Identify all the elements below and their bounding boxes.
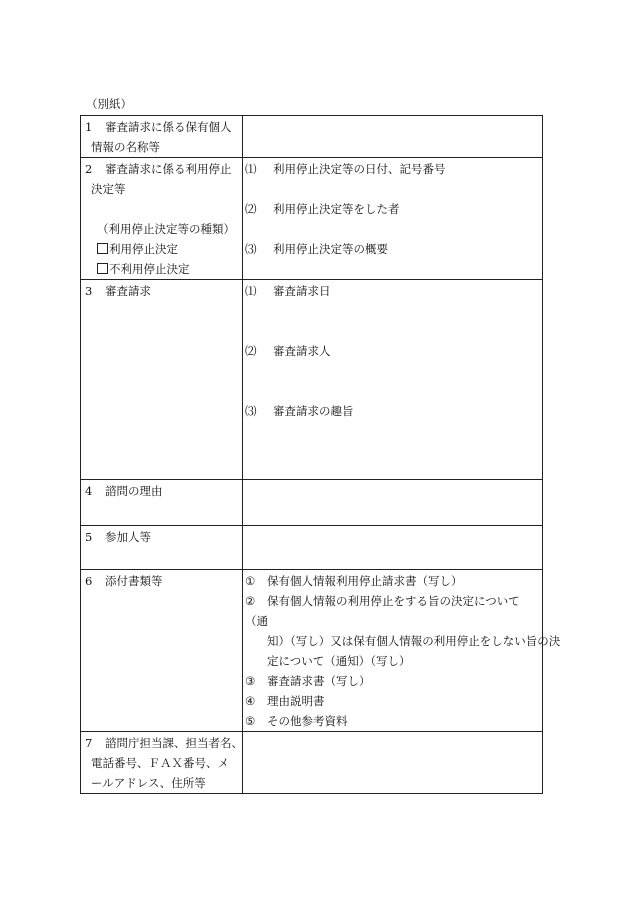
list-item: ⑶ 審査請求の趣旨 (245, 404, 354, 418)
row1-label: 1 審査請求に係る保有個人 情報の名称等 (81, 116, 243, 158)
row7-title-line2: 電話番号、ＦＡＸ番号、メ (91, 756, 229, 770)
row5-value (243, 526, 543, 570)
decision-type-heading: （利用停止決定等の種類） (97, 222, 235, 236)
list-item: ⑵ 審査請求人 (245, 344, 331, 358)
row1-title-line2: 情報の名称等 (91, 140, 160, 154)
option-suspend: 利用停止決定 (85, 239, 240, 259)
form-table (80, 115, 561, 794)
row5-label: 5 参加人等 (81, 526, 243, 570)
checkbox-icon (97, 263, 108, 274)
row6-label: 6 添付書類等 (81, 570, 243, 732)
row7-label: 7 諮問庁担当課、担当者名、 電話番号、ＦＡＸ番号、メ ールアドレス、住所等 (81, 732, 243, 794)
table-row (81, 116, 543, 158)
table-row (81, 526, 543, 570)
list-item: ③ 審査請求書（写し） (245, 674, 371, 688)
list-item: ② 保有個人情報の利用停止をする旨の決定について（通 (245, 594, 520, 628)
row3-title: 審査請求 (105, 284, 151, 298)
option-not-suspend: 不利用停止決定 (85, 259, 240, 279)
row1-title-line1: 審査請求に係る保有個人 (105, 120, 232, 134)
row4-value (243, 480, 543, 526)
row4-label: 4 諮問の理由 (81, 480, 243, 526)
row7-title-line3: ールアドレス、住所等 (91, 776, 206, 790)
list-item: ④ 理由説明書 (245, 694, 325, 708)
list-item: ⑵ 利用停止決定等をした者 (245, 202, 400, 216)
row7-title-line1: 諮問庁担当課、担当者名、 (105, 736, 243, 750)
table-row (81, 570, 543, 732)
list-item: ⑴ 利用停止決定等の日付、記号番号 (245, 162, 446, 176)
list-item: ① 保有個人情報利用停止請求書（写し） (245, 574, 463, 588)
row3-label: 3 審査請求 (81, 280, 243, 480)
row2-title-line1: 審査請求に係る利用停止 (105, 162, 232, 176)
checkbox-icon (97, 243, 108, 254)
table-row (81, 480, 543, 526)
row1-value (243, 116, 543, 158)
table-row (81, 732, 543, 794)
row7-value (243, 732, 543, 794)
row2-value (243, 158, 543, 280)
row3-value (243, 280, 543, 480)
row5-title: 参加人等 (105, 530, 151, 544)
table-row (81, 280, 543, 480)
row2-label: 2 審査請求に係る利用停止 決定等 （利用停止決定等の種類） 利用停止決定 不利用停止決定 (81, 158, 243, 280)
attachment-label: （別紙） (86, 97, 132, 111)
list-item: ⑶ 利用停止決定等の概要 (245, 242, 388, 256)
row6-title: 添付書類等 (105, 574, 163, 588)
table-row (81, 158, 543, 280)
row4-title: 諮問の理由 (105, 484, 163, 498)
list-item: ⑤ その他参考資料 (245, 714, 348, 728)
row6-value: ① 保有個人情報利用停止請求書（写し） ② 保有個人情報の利用停止をする旨の決定について（通 知）（写し）又は保有個人情報の利用停止をしない旨の決 定について（通知）（写し） ③ 審査請求書（写し） ④ 理由説明書 ⑤ その他参考資料 (243, 570, 543, 732)
list-item: ⑴ 審査請求日 (245, 284, 331, 298)
row2-title-line2: 決定等 (91, 182, 126, 196)
